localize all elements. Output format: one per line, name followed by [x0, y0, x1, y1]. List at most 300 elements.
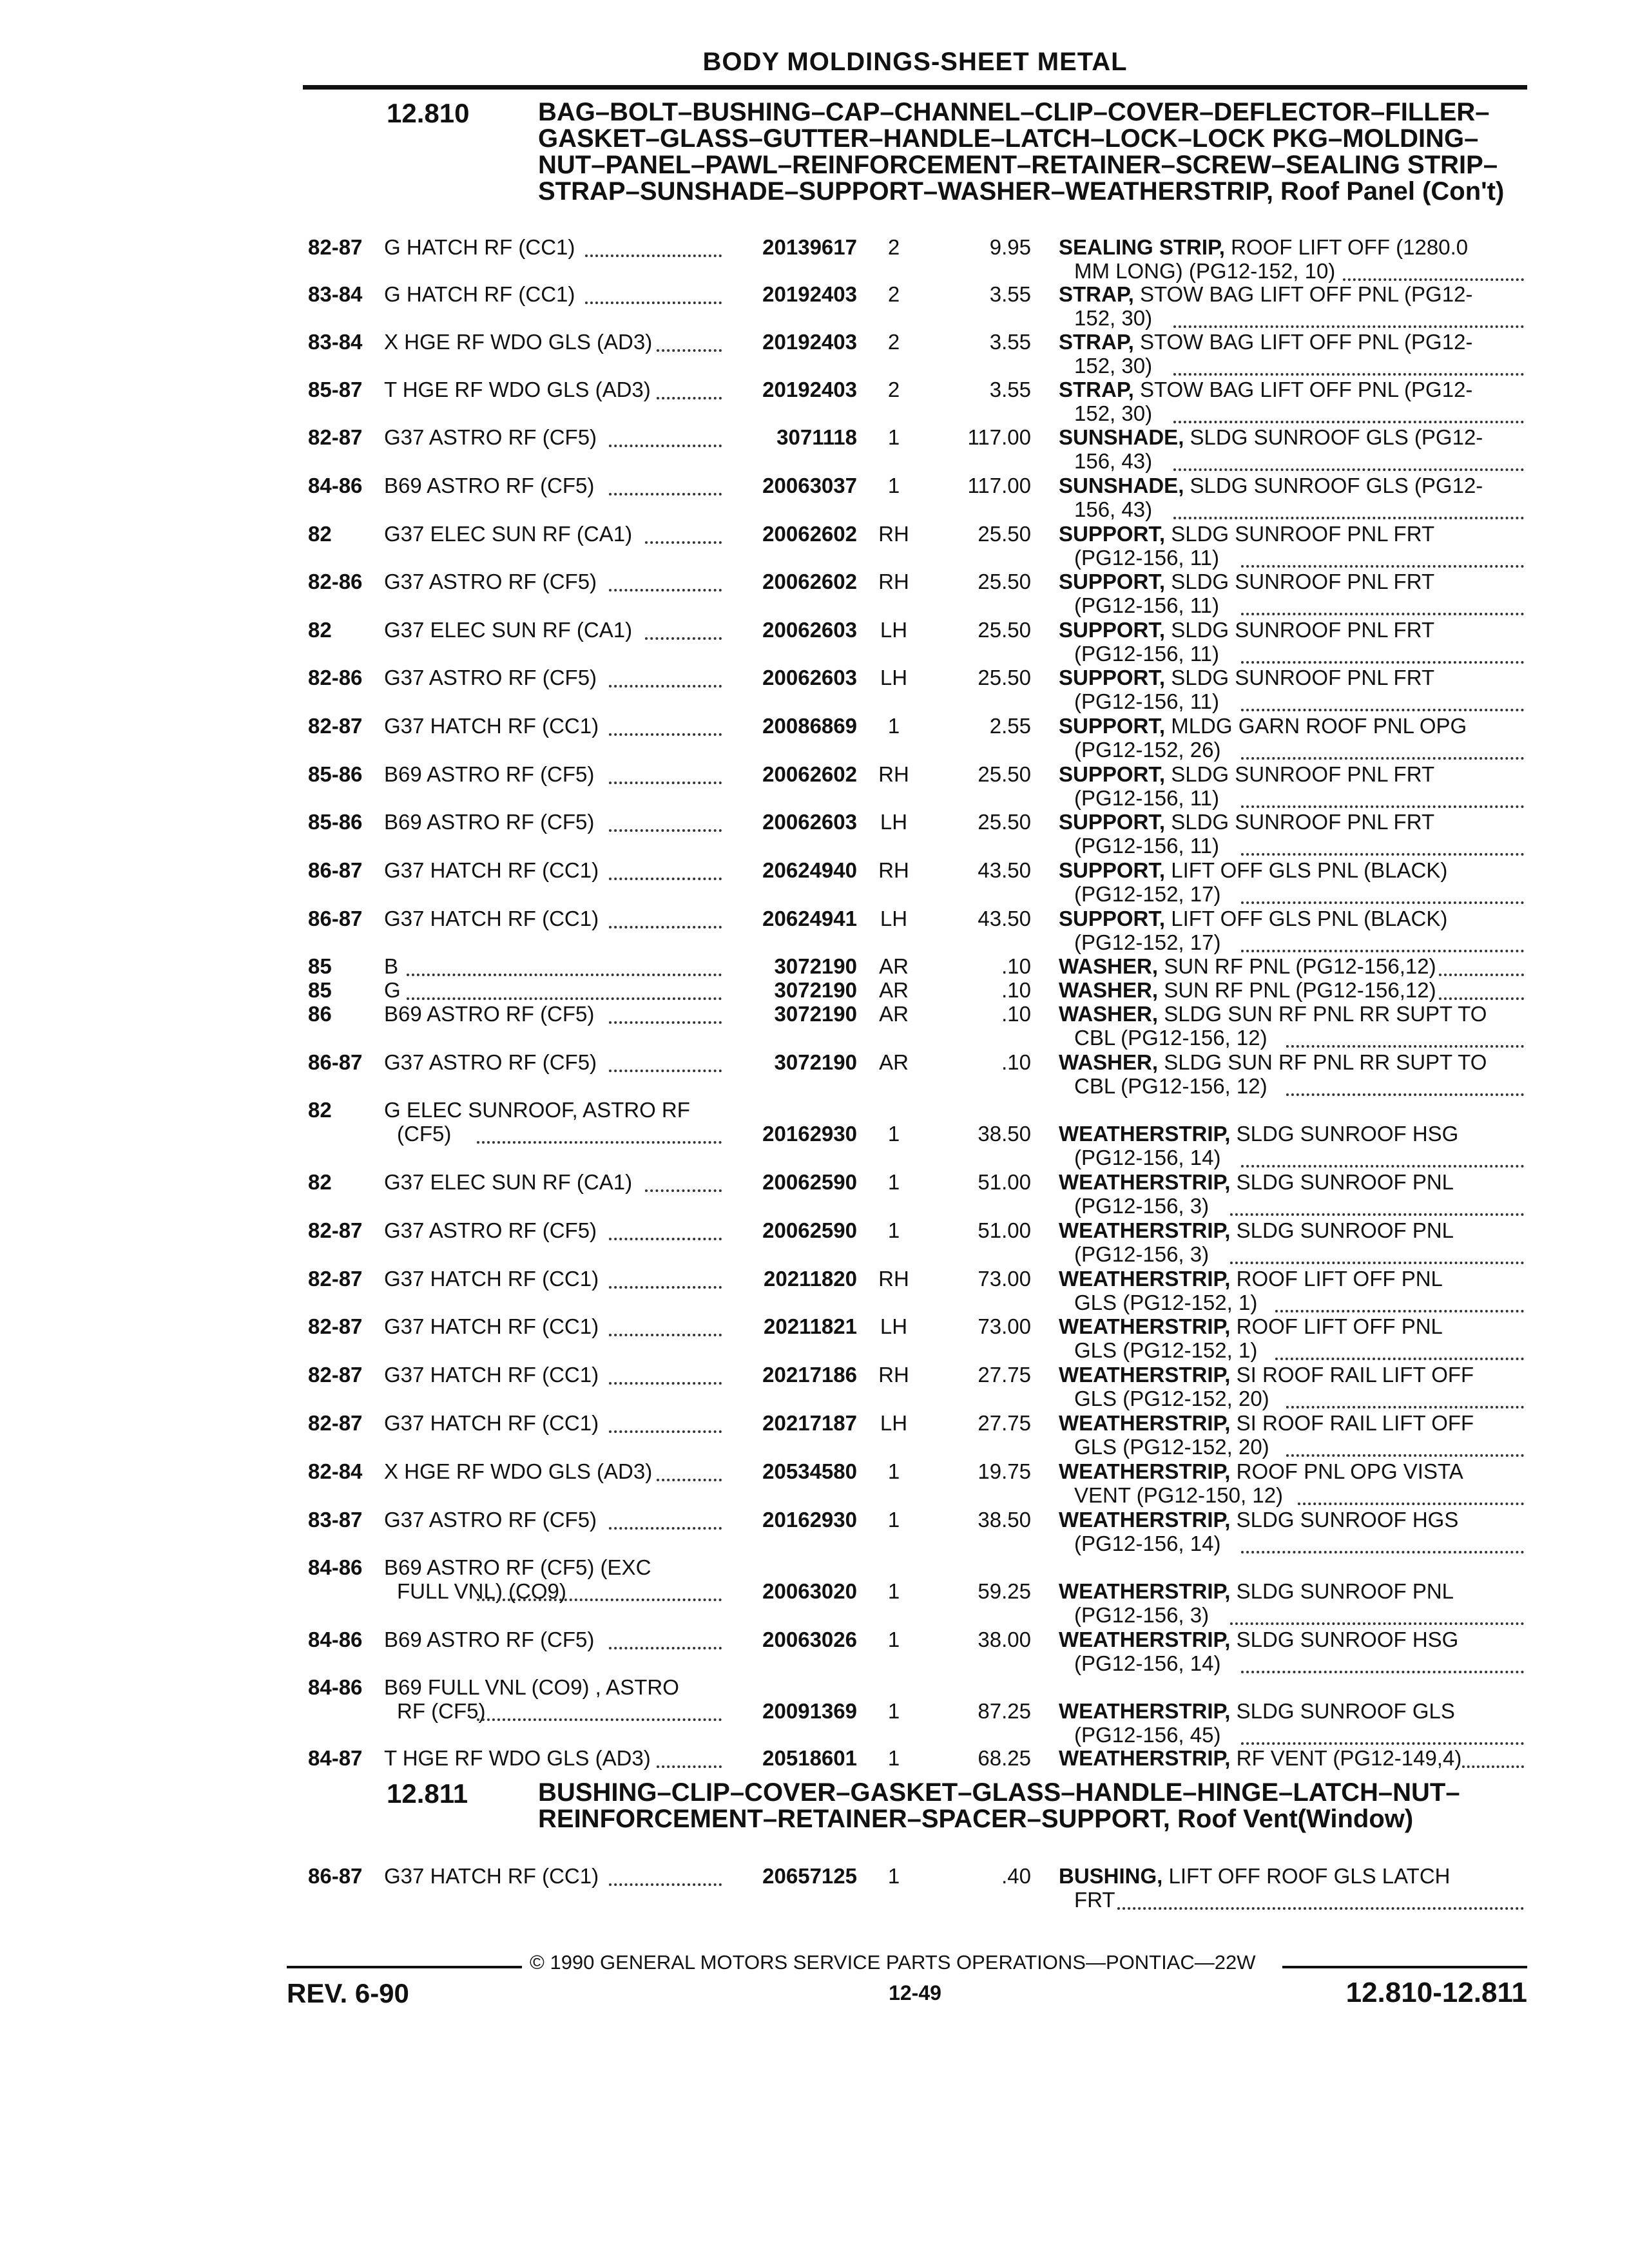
quantity: RH	[878, 570, 909, 593]
description-keyword: WASHER,	[1059, 954, 1159, 978]
price: 43.50	[978, 858, 1031, 882]
table-row	[0, 810, 1629, 858]
description-continued: 156, 43)	[1074, 449, 1153, 473]
table-row	[0, 1170, 1629, 1218]
part-number: 20062603	[762, 666, 857, 689]
description-text: ROOF PNL OPG VISTA	[1236, 1459, 1463, 1483]
price: 25.50	[978, 522, 1031, 546]
description	[1059, 858, 1447, 882]
table-row	[0, 235, 1629, 283]
model-code-continued: FULL VNL) (CO9)	[397, 1579, 566, 1603]
description-text: SI ROOF RAIL LIFT OFF	[1236, 1363, 1474, 1387]
table-row	[0, 1628, 1629, 1675]
leader-dots	[1241, 901, 1524, 904]
description	[1059, 618, 1434, 642]
description-keyword: WEATHERSTRIP,	[1059, 1122, 1231, 1146]
year-range: 86-87	[308, 1864, 363, 1888]
model-code: B	[384, 954, 399, 978]
description-text: MLDG GARN ROOF PNL OPG	[1171, 714, 1467, 738]
description-keyword: SUPPORT,	[1059, 907, 1166, 930]
quantity: LH	[880, 1411, 908, 1435]
model-code-continued: (CF5)	[397, 1122, 452, 1146]
description-continued: (PG12-156, 11)	[1074, 546, 1220, 570]
description-keyword: WEATHERSTRIP,	[1059, 1314, 1231, 1338]
description-text: SLDG SUNROOF PNL FRT	[1171, 810, 1435, 834]
description	[1059, 954, 1436, 978]
model-code: G37 HATCH RF (CC1)	[384, 1314, 599, 1338]
year-range: 84-86	[308, 1555, 363, 1579]
part-number: 3071118	[776, 425, 857, 449]
description-keyword: STRAP,	[1059, 330, 1134, 354]
price: 19.75	[978, 1459, 1031, 1483]
model-code: T HGE RF WDO GLS (AD3)	[384, 1746, 651, 1770]
leader-dots	[477, 1141, 722, 1144]
description-keyword: WEATHERSTRIP,	[1059, 1699, 1231, 1723]
leader-dots	[609, 685, 722, 687]
part-number: 3072190	[774, 978, 857, 1002]
year-range: 84-86	[308, 1628, 363, 1651]
description-keyword: WEATHERSTRIP,	[1059, 1267, 1231, 1291]
description	[1059, 907, 1447, 930]
price: 43.50	[978, 907, 1031, 930]
description-continued: GLS (PG12-152, 1)	[1074, 1291, 1258, 1314]
description	[1059, 1002, 1487, 1026]
leader-dots	[1230, 1213, 1524, 1216]
leader-dots	[1241, 805, 1524, 808]
description-keyword: WEATHERSTRIP,	[1059, 1579, 1231, 1603]
leader-dots	[1462, 1765, 1524, 1768]
year-range: 83-84	[308, 282, 363, 306]
description	[1059, 1170, 1454, 1194]
part-number: 3072190	[774, 1002, 857, 1026]
description-keyword: WEATHERSTRIP,	[1059, 1218, 1231, 1242]
quantity: 2	[887, 378, 900, 401]
description-keyword: SUPPORT,	[1059, 666, 1166, 689]
table-row	[0, 282, 1629, 330]
description	[1059, 1122, 1458, 1146]
table-row	[0, 1555, 1629, 1627]
description-keyword: WASHER,	[1059, 1002, 1159, 1026]
table-row	[0, 378, 1629, 425]
leader-dots	[609, 878, 722, 880]
leader-dots	[609, 1334, 722, 1336]
table-row	[0, 1411, 1629, 1459]
part-number: 20217186	[762, 1363, 857, 1387]
quantity: 2	[887, 235, 900, 259]
description-text: SLDG SUNROOF GLS	[1236, 1699, 1455, 1723]
leader-dots	[1275, 1358, 1524, 1360]
year-range: 85-86	[308, 762, 363, 786]
model-code: G37 ASTRO RF (CF5)	[384, 1218, 597, 1242]
price: 25.50	[978, 570, 1031, 593]
description-text: SLDG SUN RF PNL RR SUPT TO	[1164, 1002, 1487, 1026]
quantity: LH	[880, 810, 908, 834]
description-text: SLDG SUNROOF PNL FRT	[1171, 570, 1435, 593]
description-continued: (PG12-156, 11)	[1074, 642, 1220, 666]
description-continued: GLS (PG12-152, 20)	[1074, 1387, 1269, 1410]
model-code: G37 ASTRO RF (CF5)	[384, 1508, 597, 1532]
price: 3.55	[989, 330, 1031, 354]
price: 25.50	[978, 618, 1031, 642]
description-text: SLDG SUNROOF HGS	[1236, 1508, 1459, 1532]
description-text: SLDG SUNROOF PNL	[1236, 1218, 1454, 1242]
description-continued: 152, 30)	[1074, 354, 1153, 378]
description-text: SLDG SUNROOF PNL FRT	[1171, 666, 1435, 689]
leader-dots	[1298, 1503, 1524, 1505]
price: 25.50	[978, 810, 1031, 834]
table-row	[0, 618, 1629, 666]
description-keyword: WEATHERSTRIP,	[1059, 1411, 1231, 1435]
year-range: 84-87	[308, 1746, 363, 1770]
description-keyword: WEATHERSTRIP,	[1059, 1363, 1231, 1387]
description-keyword: SUPPORT,	[1059, 762, 1166, 786]
leader-dots	[609, 926, 722, 928]
price: 9.95	[989, 235, 1031, 259]
leader-dots	[1117, 1907, 1524, 1910]
part-number: 20217187	[762, 1411, 857, 1435]
description	[1059, 714, 1467, 738]
description-text: STOW BAG LIFT OFF PNL (PG12-	[1139, 378, 1473, 401]
year-range: 85	[308, 978, 332, 1002]
price: 68.25	[978, 1746, 1031, 1770]
description	[1059, 1508, 1458, 1532]
price: 38.50	[978, 1508, 1031, 1532]
leader-dots	[645, 541, 722, 544]
table-row	[0, 762, 1629, 810]
model-code: B69 ASTRO RF (CF5)	[384, 762, 595, 786]
part-number: 20062602	[762, 522, 857, 546]
leader-dots	[609, 1070, 722, 1072]
part-number: 20062603	[762, 810, 857, 834]
leader-dots	[1230, 1622, 1524, 1625]
leader-dots	[1241, 1742, 1524, 1745]
description-continued: (PG12-156, 11)	[1074, 786, 1220, 810]
page-title: BODY MOLDINGS-SHEET METAL	[702, 48, 1128, 76]
description-continued: GLS (PG12-152, 1)	[1074, 1338, 1258, 1362]
leader-dots	[1173, 468, 1524, 471]
description-text: SLDG SUNROOF PNL FRT	[1171, 762, 1435, 786]
description-text: ROOF LIFT OFF PNL	[1236, 1314, 1443, 1338]
table-row	[0, 1267, 1629, 1314]
part-number: 3072190	[774, 1050, 857, 1074]
model-code: G37 HATCH RF (CC1)	[384, 907, 599, 930]
description-keyword: SUPPORT,	[1059, 858, 1166, 882]
description-text: SLDG SUNROOF PNL	[1236, 1579, 1454, 1603]
description-continued: (PG12-156, 3)	[1074, 1194, 1210, 1218]
model-code: G37 ASTRO RF (CF5)	[384, 570, 597, 593]
price: 73.00	[978, 1314, 1031, 1338]
description-text: SLDG SUN RF PNL RR SUPT TO	[1164, 1050, 1487, 1074]
quantity: RH	[878, 522, 909, 546]
leader-dots	[1241, 1165, 1524, 1168]
price: .10	[1001, 1050, 1031, 1074]
table-row	[0, 1459, 1629, 1507]
description-keyword: SUPPORT,	[1059, 522, 1166, 546]
description-keyword: SUNSHADE,	[1059, 474, 1184, 497]
year-range: 84-86	[308, 474, 363, 497]
leader-dots	[609, 1286, 722, 1289]
description-text: SUN RF PNL (PG12-156,12)	[1164, 954, 1436, 978]
description-text: LIFT OFF ROOF GLS LATCH	[1168, 1864, 1451, 1888]
part-number: 20063037	[762, 474, 857, 497]
description	[1059, 425, 1483, 449]
section-number: 12.810	[387, 98, 470, 128]
leader-dots	[1241, 950, 1524, 952]
year-range: 84-86	[308, 1675, 363, 1699]
description-text: SLDG SUNROOF PNL FRT	[1171, 522, 1435, 546]
table-row	[0, 1675, 1629, 1747]
quantity: RH	[878, 858, 909, 882]
leader-dots	[1275, 1310, 1524, 1312]
leader-dots	[645, 1189, 722, 1192]
quantity: AR	[879, 954, 909, 978]
price: 25.50	[978, 762, 1031, 786]
leader-dots	[609, 589, 722, 591]
part-number: 20211821	[763, 1314, 857, 1338]
table-row	[0, 666, 1629, 713]
leader-dots	[657, 397, 722, 399]
description-text: SLDG SUNROOF PNL FRT	[1171, 618, 1435, 642]
table-row	[0, 1864, 1629, 1912]
model-code: G37 ASTRO RF (CF5)	[384, 1050, 597, 1074]
table-row	[0, 1746, 1629, 1794]
model-code: G37 HATCH RF (CC1)	[384, 1267, 599, 1291]
section-range: 12.810-12.811	[1345, 1977, 1527, 2008]
part-number: 20062602	[762, 762, 857, 786]
part-number: 3072190	[774, 954, 857, 978]
quantity: RH	[878, 1267, 909, 1291]
model-code: T HGE RF WDO GLS (AD3)	[384, 378, 651, 401]
quantity: AR	[879, 1050, 909, 1074]
leader-dots	[585, 302, 722, 304]
year-range: 86-87	[308, 907, 363, 930]
leader-dots	[609, 1382, 722, 1385]
table-row	[0, 570, 1629, 617]
part-number: 20192403	[762, 282, 857, 306]
section-title: BAG–BOLT–BUSHING–CAP–CHANNEL–CLIP–COVER–DEFLECTOR–FILLER–GASKET–GLASS–GUTTER–HANDLE–LATCH–LOCK–LOCK PKG–MOLDING–NUT–PANEL–PAWL–REINFORCEMENT–RETAINER–SCREW–SEALING STRIP–STRAP–SUNSHADE–SUPPORT–WASHER–WEATHERSTRIP, Roof Panel (Con't)	[538, 98, 1505, 206]
leader-dots	[477, 1718, 722, 1721]
table-row	[0, 1050, 1629, 1098]
description-continued: (PG12-156, 11)	[1074, 834, 1220, 858]
description	[1059, 570, 1434, 593]
description-text: LIFT OFF GLS PNL (BLACK)	[1171, 858, 1448, 882]
description-text: STOW BAG LIFT OFF PNL (PG12-	[1139, 330, 1473, 354]
footer-rule-right	[1282, 1966, 1527, 1968]
description-continued: MM LONG) (PG12-152, 10)	[1074, 259, 1336, 283]
price: 51.00	[978, 1170, 1031, 1194]
description	[1059, 1267, 1443, 1291]
description	[1059, 330, 1472, 354]
description-continued: (PG12-156, 3)	[1074, 1242, 1210, 1266]
table-row	[0, 1508, 1629, 1555]
table-row	[0, 330, 1629, 378]
model-code: B69 FULL VNL (CO9) , ASTRO	[384, 1675, 679, 1699]
leader-dots	[609, 1647, 722, 1649]
description-keyword: SUPPORT,	[1059, 714, 1166, 738]
leader-dots	[609, 1883, 722, 1886]
year-range: 86	[308, 1002, 332, 1026]
price: 27.75	[978, 1411, 1031, 1435]
model-code: G ELEC SUNROOF, ASTRO RF	[384, 1098, 690, 1122]
leader-dots	[609, 493, 722, 495]
leader-dots	[1439, 974, 1524, 976]
description-keyword: STRAP,	[1059, 282, 1134, 306]
description-keyword: BUSHING,	[1059, 1864, 1163, 1888]
quantity: RH	[878, 762, 909, 786]
leader-dots	[1173, 325, 1524, 328]
footer-copyright: © 1990 GENERAL MOTORS SERVICE PARTS OPERATIONS—PONTIAC—22W	[530, 1951, 1256, 1974]
quantity: 1	[887, 1170, 900, 1194]
table-row	[0, 858, 1629, 906]
table-row	[0, 1363, 1629, 1410]
description	[1059, 235, 1468, 259]
description	[1059, 1459, 1463, 1483]
year-range: 82-87	[308, 1411, 363, 1435]
description-text: SLDG SUNROOF HSG	[1236, 1628, 1459, 1651]
leader-dots	[1286, 1093, 1524, 1096]
footer-rule-left	[287, 1966, 522, 1968]
description-continued: (PG12-156, 14)	[1074, 1651, 1221, 1675]
description-continued: (PG12-152, 17)	[1074, 930, 1221, 954]
part-number: 20162930	[762, 1122, 857, 1146]
description	[1059, 474, 1483, 497]
model-code: G HATCH RF (CC1)	[384, 282, 575, 306]
description-keyword: WEATHERSTRIP,	[1059, 1628, 1231, 1651]
description-text: SLDG SUNROOF GLS (PG12-	[1190, 425, 1483, 449]
table-row	[0, 714, 1629, 762]
leader-dots	[1241, 661, 1524, 664]
table-row	[0, 1218, 1629, 1266]
leader-dots	[1241, 613, 1524, 615]
part-number: 20211820	[763, 1267, 857, 1291]
model-code: G37 HATCH RF (CC1)	[384, 1411, 599, 1435]
year-range: 85-86	[308, 810, 363, 834]
description-continued: (PG12-152, 17)	[1074, 882, 1221, 906]
leader-dots	[609, 829, 722, 832]
description-keyword: WEATHERSTRIP,	[1059, 1459, 1231, 1483]
quantity: RH	[878, 1363, 909, 1387]
model-code: B69 ASTRO RF (CF5)	[384, 1002, 595, 1026]
leader-dots	[477, 1599, 722, 1601]
leader-dots	[657, 1479, 722, 1481]
leader-dots	[1241, 1671, 1524, 1673]
leader-dots	[1230, 1262, 1524, 1264]
price: .10	[1001, 1002, 1031, 1026]
quantity: 1	[887, 1746, 900, 1770]
leader-dots	[609, 1430, 722, 1433]
description-continued: 152, 30)	[1074, 401, 1153, 425]
model-code: B69 ASTRO RF (CF5)	[384, 810, 595, 834]
table-row	[0, 474, 1629, 521]
part-number: 20086869	[762, 714, 857, 738]
model-code: G37 ELEC SUN RF (CA1)	[384, 618, 633, 642]
leader-dots	[609, 1021, 722, 1024]
description-continued: 152, 30)	[1074, 306, 1153, 330]
model-code: G37 HATCH RF (CC1)	[384, 1864, 599, 1888]
leader-dots	[609, 782, 722, 784]
description-keyword: SEALING STRIP,	[1059, 235, 1225, 259]
price: 3.55	[989, 282, 1031, 306]
description-keyword: SUPPORT,	[1059, 810, 1166, 834]
year-range: 82-87	[308, 235, 363, 259]
description-continued: CBL (PG12-156, 12)	[1074, 1074, 1268, 1098]
model-code: X HGE RF WDO GLS (AD3)	[384, 330, 653, 354]
table-row	[0, 425, 1629, 473]
model-code: G37 ASTRO RF (CF5)	[384, 425, 597, 449]
section-number: 12.811	[387, 1778, 468, 1809]
quantity: 1	[887, 1699, 900, 1723]
description-continued: (PG12-156, 11)	[1074, 593, 1220, 617]
description-keyword: WEATHERSTRIP,	[1059, 1170, 1231, 1194]
part-number: 20091369	[762, 1699, 857, 1723]
description-text: SUN RF PNL (PG12-156,12)	[1164, 978, 1436, 1002]
leader-dots	[609, 1238, 722, 1240]
leader-dots	[1286, 1454, 1524, 1457]
price: 51.00	[978, 1218, 1031, 1242]
price: 87.25	[978, 1699, 1031, 1723]
leader-dots	[1286, 1045, 1524, 1048]
description-text: LIFT OFF GLS PNL (BLACK)	[1171, 907, 1448, 930]
year-range: 82	[308, 1170, 332, 1194]
part-number: 20624941	[762, 907, 857, 930]
description	[1059, 1628, 1458, 1651]
model-code: G37 HATCH RF (CC1)	[384, 858, 599, 882]
description-text: SI ROOF RAIL LIFT OFF	[1236, 1411, 1474, 1435]
year-range: 86-87	[308, 858, 363, 882]
description-continued: (PG12-152, 26)	[1074, 738, 1221, 762]
leader-dots	[1241, 853, 1524, 856]
quantity: 1	[887, 1218, 900, 1242]
price: 73.00	[978, 1267, 1031, 1291]
description-continued: 156, 43)	[1074, 497, 1153, 521]
leader-dots	[1241, 1551, 1524, 1553]
description	[1059, 1050, 1487, 1074]
model-code-continued: RF (CF5)	[397, 1699, 486, 1723]
leader-dots	[1439, 997, 1524, 1000]
leader-dots	[1241, 565, 1524, 568]
model-code: G37 ELEC SUN RF (CA1)	[384, 1170, 633, 1194]
leader-dots	[1343, 278, 1524, 281]
leader-dots	[407, 997, 722, 1000]
part-number: 20062602	[762, 570, 857, 593]
table-row	[0, 907, 1629, 954]
model-code: G37 ELEC SUN RF (CA1)	[384, 522, 633, 546]
description	[1059, 1579, 1454, 1603]
year-range: 82-84	[308, 1459, 363, 1483]
part-number: 20063020	[762, 1579, 857, 1603]
description	[1059, 282, 1472, 306]
table-row	[0, 1314, 1629, 1362]
year-range: 82-87	[308, 1363, 363, 1387]
description-continued: (PG12-156, 11)	[1074, 689, 1220, 713]
description-keyword: WASHER,	[1059, 1050, 1159, 1074]
model-code: B69 ASTRO RF (CF5)	[384, 474, 595, 497]
quantity: 2	[887, 282, 900, 306]
model-code: G37 HATCH RF (CC1)	[384, 714, 599, 738]
description-continued: VENT (PG12-150, 12)	[1074, 1483, 1284, 1507]
year-range: 83-87	[308, 1508, 363, 1532]
description	[1059, 810, 1434, 834]
model-code: B69 ASTRO RF (CF5) (EXC	[384, 1555, 651, 1579]
quantity: 1	[887, 714, 900, 738]
description-continued: (PG12-156, 45)	[1074, 1723, 1221, 1747]
part-number: 20192403	[762, 330, 857, 354]
quantity: 1	[887, 1864, 900, 1888]
year-range: 85	[308, 954, 332, 978]
description-keyword: WASHER,	[1059, 978, 1159, 1002]
leader-dots	[1173, 373, 1524, 376]
quantity: LH	[880, 1314, 908, 1338]
